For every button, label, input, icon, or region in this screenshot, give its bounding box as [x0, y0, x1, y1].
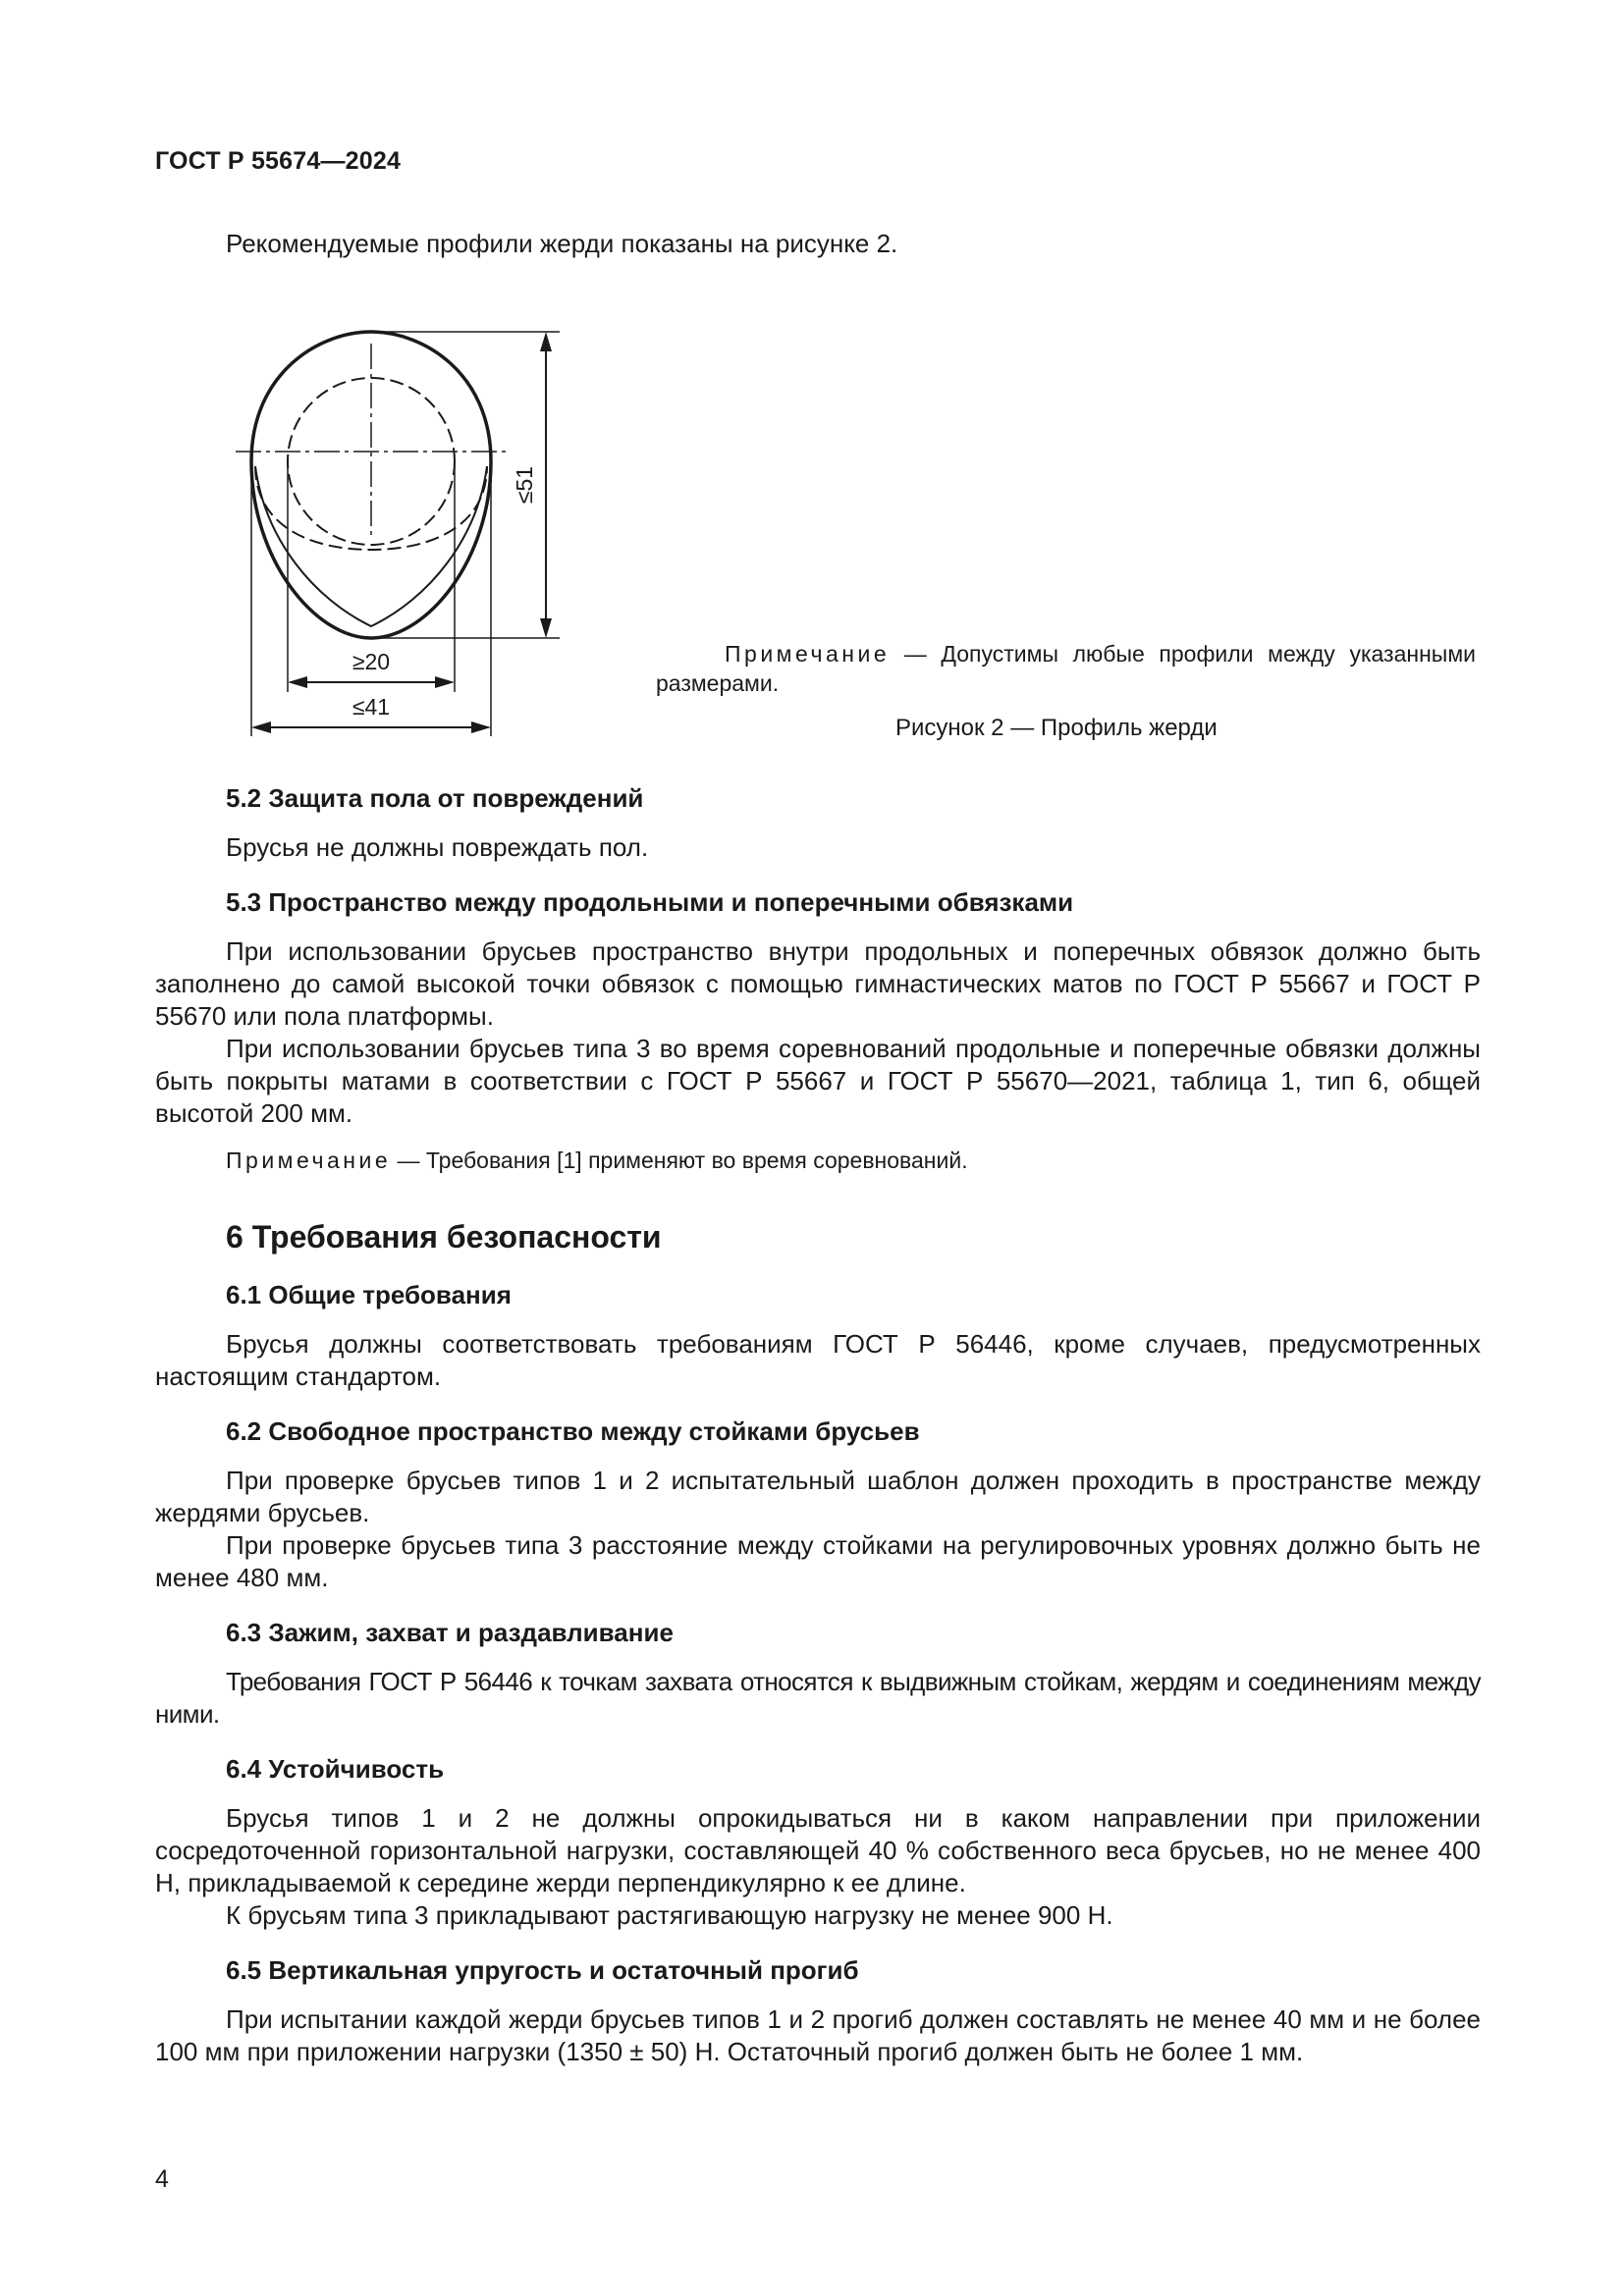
section-6-2-text-1: При проверке брусьев типов 1 и 2 испытательный шаблон должен проходить в пространстве между жердями брусьев.	[155, 1466, 1481, 1527]
figure-caption: Рисунок 2 — Профиль жерди	[895, 715, 1218, 741]
section-5-3-text-2: При использовании брусьев типа 3 во время соревнований продольные и поперечные обвязки должны быть покрыты матами в соответствии с ГОСТ Р 55667 и ГОСТ Р 55670—2021, таблица 1, тип 6, общей высотой 200 мм.	[155, 1034, 1481, 1128]
section-5-3-text-1: При использовании брусьев пространство внутри продольных и поперечных обвязок должно быть заполнено до самой высокой точки обвязок с помощью гимнастических матов по ГОСТ Р 55667 и ГОСТ Р 55670 или пола платформы.	[155, 936, 1481, 1031]
inner-width-label: ≥20	[352, 649, 391, 674]
section-6-2-title: 6.2 Свободное пространство между стойками брусьев	[226, 1416, 920, 1446]
section-6-5-text: При испытании каждой жерди брусьев типов 1 и 2 прогиб должен составлять не менее 40 мм и не более 100 мм при приложении нагрузки (1350 ± 50) Н. Остаточный прогиб должен быть не более 1 мм.	[155, 2004, 1481, 2066]
section-5-2-paragraph	[155, 831, 1481, 864]
section-5-3-title: 5.3 Пространство между продольными и поперечными обвязками	[226, 887, 1074, 917]
section-6-4-paragraph-2	[155, 1899, 1481, 1932]
figure-note-text: — Допустимы любые профили между указанными размерами.	[656, 641, 1476, 696]
section-5-2-text: Брусья не должны повреждать пол.	[226, 832, 649, 862]
section-6-1-title: 6.1 Общие требования	[226, 1280, 512, 1309]
section-6-1-paragraph	[155, 1328, 1481, 1393]
section-6-2-paragraph-2	[155, 1529, 1481, 1594]
section-6-4-title: 6.4 Устойчивость	[226, 1754, 445, 1784]
section-6-3-title: 6.3 Зажим, захват и раздавливание	[226, 1618, 674, 1647]
height-arrow-bottom	[540, 618, 552, 638]
figure-note-label: Примечание	[725, 641, 891, 667]
inner-width-arrow-right	[435, 676, 455, 688]
section-5-3-note-text: — Требования [1] применяют во время соревнований.	[391, 1148, 968, 1173]
section-6-1-text: Брусья должны соответствовать требованиям ГОСТ Р 56446, кроме случаев, предусмотренных настоящим стандартом.	[155, 1329, 1481, 1391]
section-5-3-paragraph-2	[155, 1033, 1481, 1130]
section-6-4-text-1: Брусья типов 1 и 2 не должны опрокидываться ни в каком направлении при приложении сосредоточенной горизонтальной нагрузки, составляющей 40 % собственного веса брусьев, но не менее 400 Н, прикладываемой к середине жерди перпендикулярно к ее длине.	[155, 1803, 1481, 1897]
inner-width-arrow-left	[288, 676, 307, 688]
outer-width-arrow-right	[471, 721, 491, 733]
section-6-4-text-2: К брусьям типа 3 прикладывают растягивающую нагрузку не менее 900 Н.	[226, 1900, 1113, 1930]
section-6-2-paragraph-1	[155, 1465, 1481, 1529]
intro-paragraph	[155, 228, 1481, 260]
lower-profile-line	[255, 466, 487, 626]
outer-width-label: ≤41	[352, 694, 391, 720]
height-arrow-top	[540, 332, 552, 351]
section-6-4-paragraph-1	[155, 1802, 1481, 1899]
section-5-3-paragraph-1	[155, 935, 1481, 1033]
section-6-2-text-2: При проверке брусьев типа 3 расстояние между стойками на регулировочных уровнях должно быть не менее 480 мм.	[155, 1530, 1481, 1592]
intro-text: Рекомендуемые профили жерди показаны на рисунке 2.	[226, 229, 898, 258]
section-5-3-note-label: Примечание	[226, 1148, 392, 1173]
outer-width-arrow-left	[251, 721, 271, 733]
section-6-3-paragraph	[155, 1666, 1481, 1731]
section-5-2-title: 5.2 Защита пола от повреждений	[226, 783, 644, 813]
rail-profile-figure	[226, 314, 579, 746]
section-6-3-text: Требования ГОСТ Р 56446 к точкам захвата относятся к выдвижным стойкам, жердям и соединениям между ними.	[155, 1667, 1481, 1729]
section-6-title: 6 Требования безопасности	[226, 1219, 662, 1255]
height-dimension-label: ≤51	[512, 465, 537, 505]
figure-note	[656, 639, 1476, 698]
document-header: ГОСТ Р 55674—2024	[155, 147, 402, 175]
section-6-5-paragraph	[155, 2003, 1481, 2068]
page-number: 4	[155, 2165, 169, 2193]
section-6-5-title: 6.5 Вертикальная упругость и остаточный прогиб	[226, 1955, 859, 1985]
section-5-3-note	[226, 1146, 968, 1175]
